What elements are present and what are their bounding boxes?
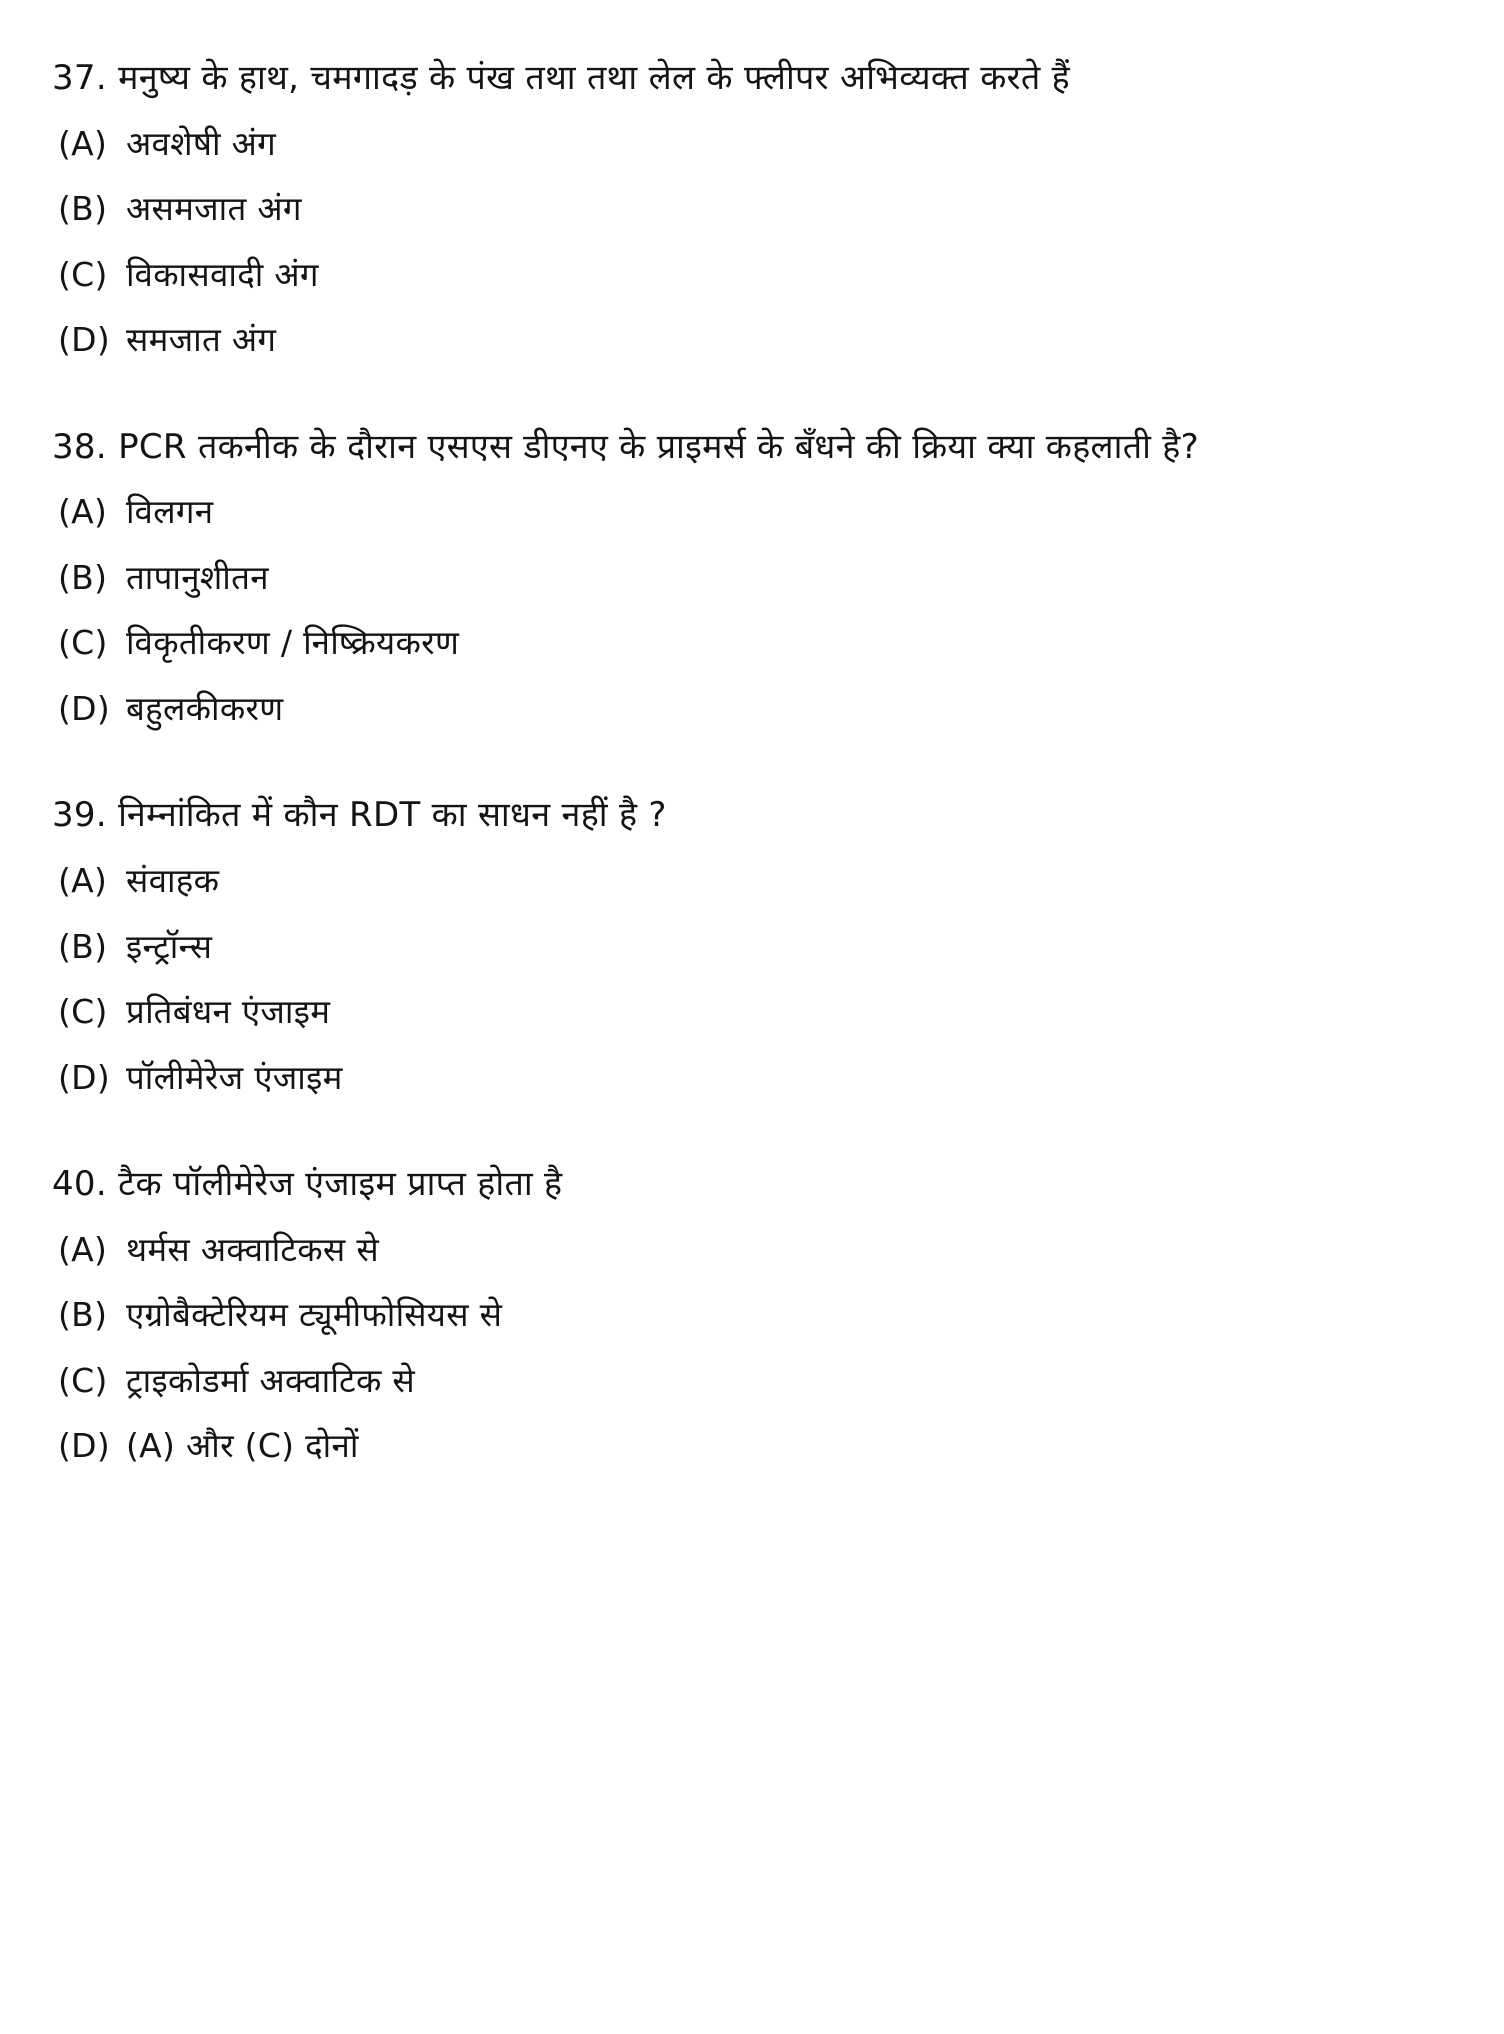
question-text: [52, 789, 1444, 842]
option-text: विकृतीकरण / निष्क्रियकरण: [126, 623, 460, 663]
option-label: (C): [58, 992, 108, 1032]
option-text: असमजात अंग: [126, 189, 302, 229]
option-list: [52, 1225, 1444, 1471]
option-text: अवशेषी अंग: [126, 123, 277, 163]
option-text: तापानुशीतन: [126, 557, 269, 597]
option-list: [52, 856, 1444, 1102]
option-c[interactable]: [52, 987, 1444, 1037]
option-a[interactable]: [52, 1225, 1444, 1275]
option-label: (A): [58, 1229, 108, 1269]
option-label: (C): [58, 1360, 108, 1400]
option-b[interactable]: [52, 922, 1444, 972]
option-label: (A): [58, 861, 108, 901]
question-block: [52, 1158, 1444, 1471]
question-block: [52, 789, 1444, 1102]
question-number: 38.: [52, 426, 107, 467]
question-block: [52, 421, 1444, 734]
option-a[interactable]: [52, 856, 1444, 906]
option-text: विकासवादी अंग: [126, 254, 319, 294]
option-c[interactable]: [52, 1356, 1444, 1406]
option-a[interactable]: [52, 487, 1444, 537]
option-c[interactable]: [52, 618, 1444, 668]
option-label: (C): [58, 623, 108, 663]
option-text: एग्रोबैक्टेरियम ट्यूमीफोसियस से: [126, 1295, 503, 1335]
option-label: (B): [58, 189, 108, 229]
question-number: 40.: [52, 1164, 107, 1205]
option-label: (A): [58, 492, 108, 532]
option-label: (D): [58, 320, 111, 360]
option-list: [52, 487, 1444, 733]
option-text: इन्ट्रॉन्स: [126, 926, 213, 966]
option-b[interactable]: [52, 184, 1444, 234]
question-block: [52, 52, 1444, 365]
option-text: पॉलीमेरेज एंजाइम: [126, 1057, 343, 1097]
option-text: ट्राइकोडर्मा अक्वाटिक से: [126, 1360, 416, 1400]
option-text: (A) और (C) दोनों: [126, 1426, 359, 1466]
question-body: टैक पॉलीमेरेज एंजाइम प्राप्त होता है: [118, 1164, 563, 1205]
option-list: [52, 119, 1444, 365]
option-d[interactable]: [52, 684, 1444, 734]
option-d[interactable]: [52, 1421, 1444, 1471]
option-a[interactable]: [52, 119, 1444, 169]
option-b[interactable]: [52, 1290, 1444, 1340]
question-number: 39.: [52, 795, 107, 836]
option-d[interactable]: [52, 1053, 1444, 1103]
option-label: (B): [58, 926, 108, 966]
option-label: (A): [58, 123, 108, 163]
option-text: प्रतिबंधन एंजाइम: [126, 992, 331, 1032]
option-d[interactable]: [52, 315, 1444, 365]
option-label: (B): [58, 557, 108, 597]
option-text: थर्मस अक्वाटिकस से: [126, 1229, 379, 1269]
question-body: निम्नांकित में कौन RDT का साधन नहीं है ?: [118, 795, 667, 836]
question-body: मनुष्य के हाथ, चमगादड़ के पंख तथा तथा लेल के फ्लीपर अभिव्यक्त करते हैं: [118, 58, 1070, 98]
option-text: संवाहक: [126, 861, 220, 901]
option-label: (D): [58, 1057, 111, 1097]
option-c[interactable]: [52, 250, 1444, 300]
option-text: समजात अंग: [126, 320, 277, 360]
option-text: बहुलकीकरण: [126, 688, 284, 728]
option-text: विलगन: [126, 492, 214, 532]
option-label: (C): [58, 254, 108, 294]
option-b[interactable]: [52, 553, 1444, 603]
question-text: [52, 1158, 1444, 1211]
option-label: (D): [58, 688, 111, 728]
question-body: PCR तकनीक के दौरान एसएस डीएनए के प्राइमर्स के बँधने की क्रिया क्या कहलाती है?: [118, 426, 1200, 467]
option-label: (B): [58, 1295, 108, 1335]
question-text: [52, 421, 1444, 474]
option-label: (D): [58, 1426, 111, 1466]
question-text: [52, 52, 1444, 105]
question-number: 37.: [52, 58, 107, 98]
